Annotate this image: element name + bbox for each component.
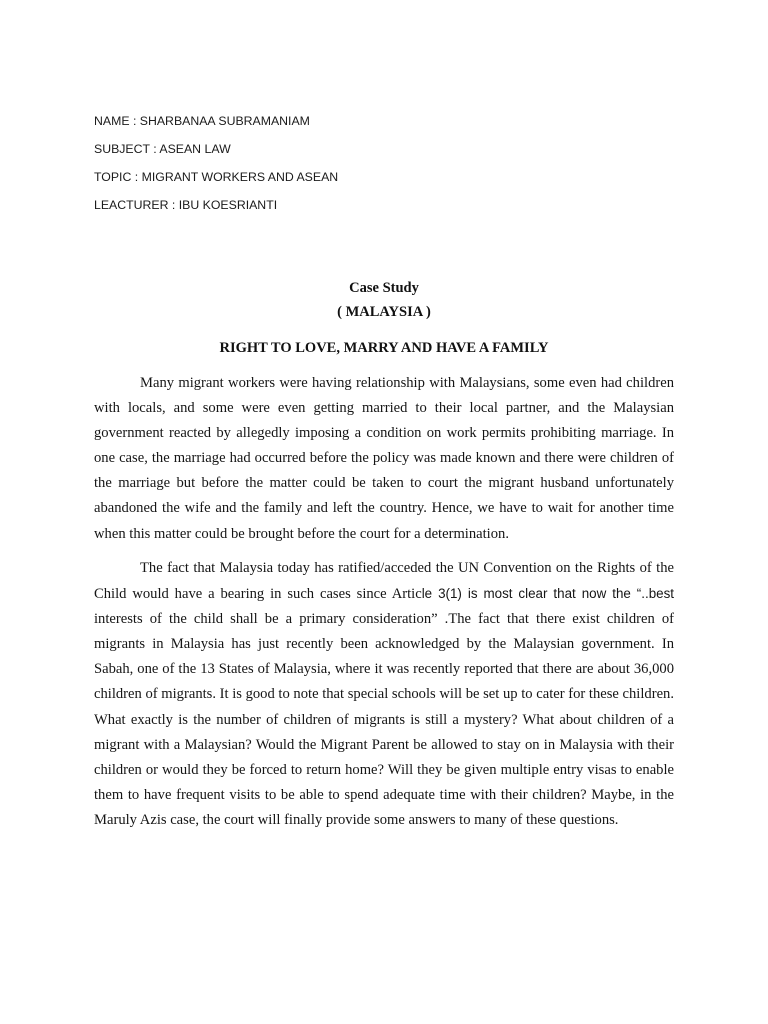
paragraph-2-sans-run: le 3(1) is most clear that now the “..best (421, 586, 674, 602)
student-name: NAME : SHARBANAA SUBRAMANIAM (94, 114, 310, 128)
paragraph-2-end: interests of the child shall be a primary consideration” .The fact that there exist children of migrants in Malaysia has just recently been acknowledged by the Malaysian government. In Sabah, one of the 13 States of Malaysia, where it was recently reported that there are about 36,000 children of migrants. It is good to note that special schools will be set up to cater for these children. What exactly is the number of children of migrants is still a mystery? What about children of a migrant with a Malaysian? Would the Migrant Parent be allowed to stay on in Malaysia with their children or would they be forced to return home? Will they be given multiple entry visas to enable them to have frequent visits to be able to spend adequate time with their children? Maybe, in the Maruly Azis case, the court will finally provide some answers to many of these questions. (94, 611, 674, 828)
case-study-title: Case Study (349, 280, 419, 296)
country-title: ( MALAYSIA ) (337, 304, 431, 320)
lecturer-line: LEACTURER : IBU KOESRIANTI (94, 198, 278, 212)
paragraph-2-start: The fact that Malaysia today has ratified/acceded the UN Convention on the Rights of the Child would have a bearing in such cases since Artic (94, 560, 674, 603)
paragraph-1: Many migrant workers were having relationship with Malaysians, some even had children with locals, and some were even getting married to their local partner, and the Malaysian government reacted by allegedly imposing a condition on work permits prohibiting marriage. In one case, the marriage had occurred before the policy was made known and there were children of the marriage but before the matter could be taken to court the migrant husband unfortunately abandoned the wife and the family and left the country. Hence, we have to wait for another time when this matter could be brought before the court for a determination. (94, 375, 674, 542)
paragraph-2 (94, 556, 674, 833)
section-heading: RIGHT TO LOVE, MARRY AND HAVE A FAMILY (219, 340, 549, 356)
topic-line: TOPIC : MIGRANT WORKERS AND ASEAN (94, 170, 339, 184)
student-info (94, 113, 338, 225)
subject-line: SUBJECT : ASEAN LAW (94, 142, 231, 156)
